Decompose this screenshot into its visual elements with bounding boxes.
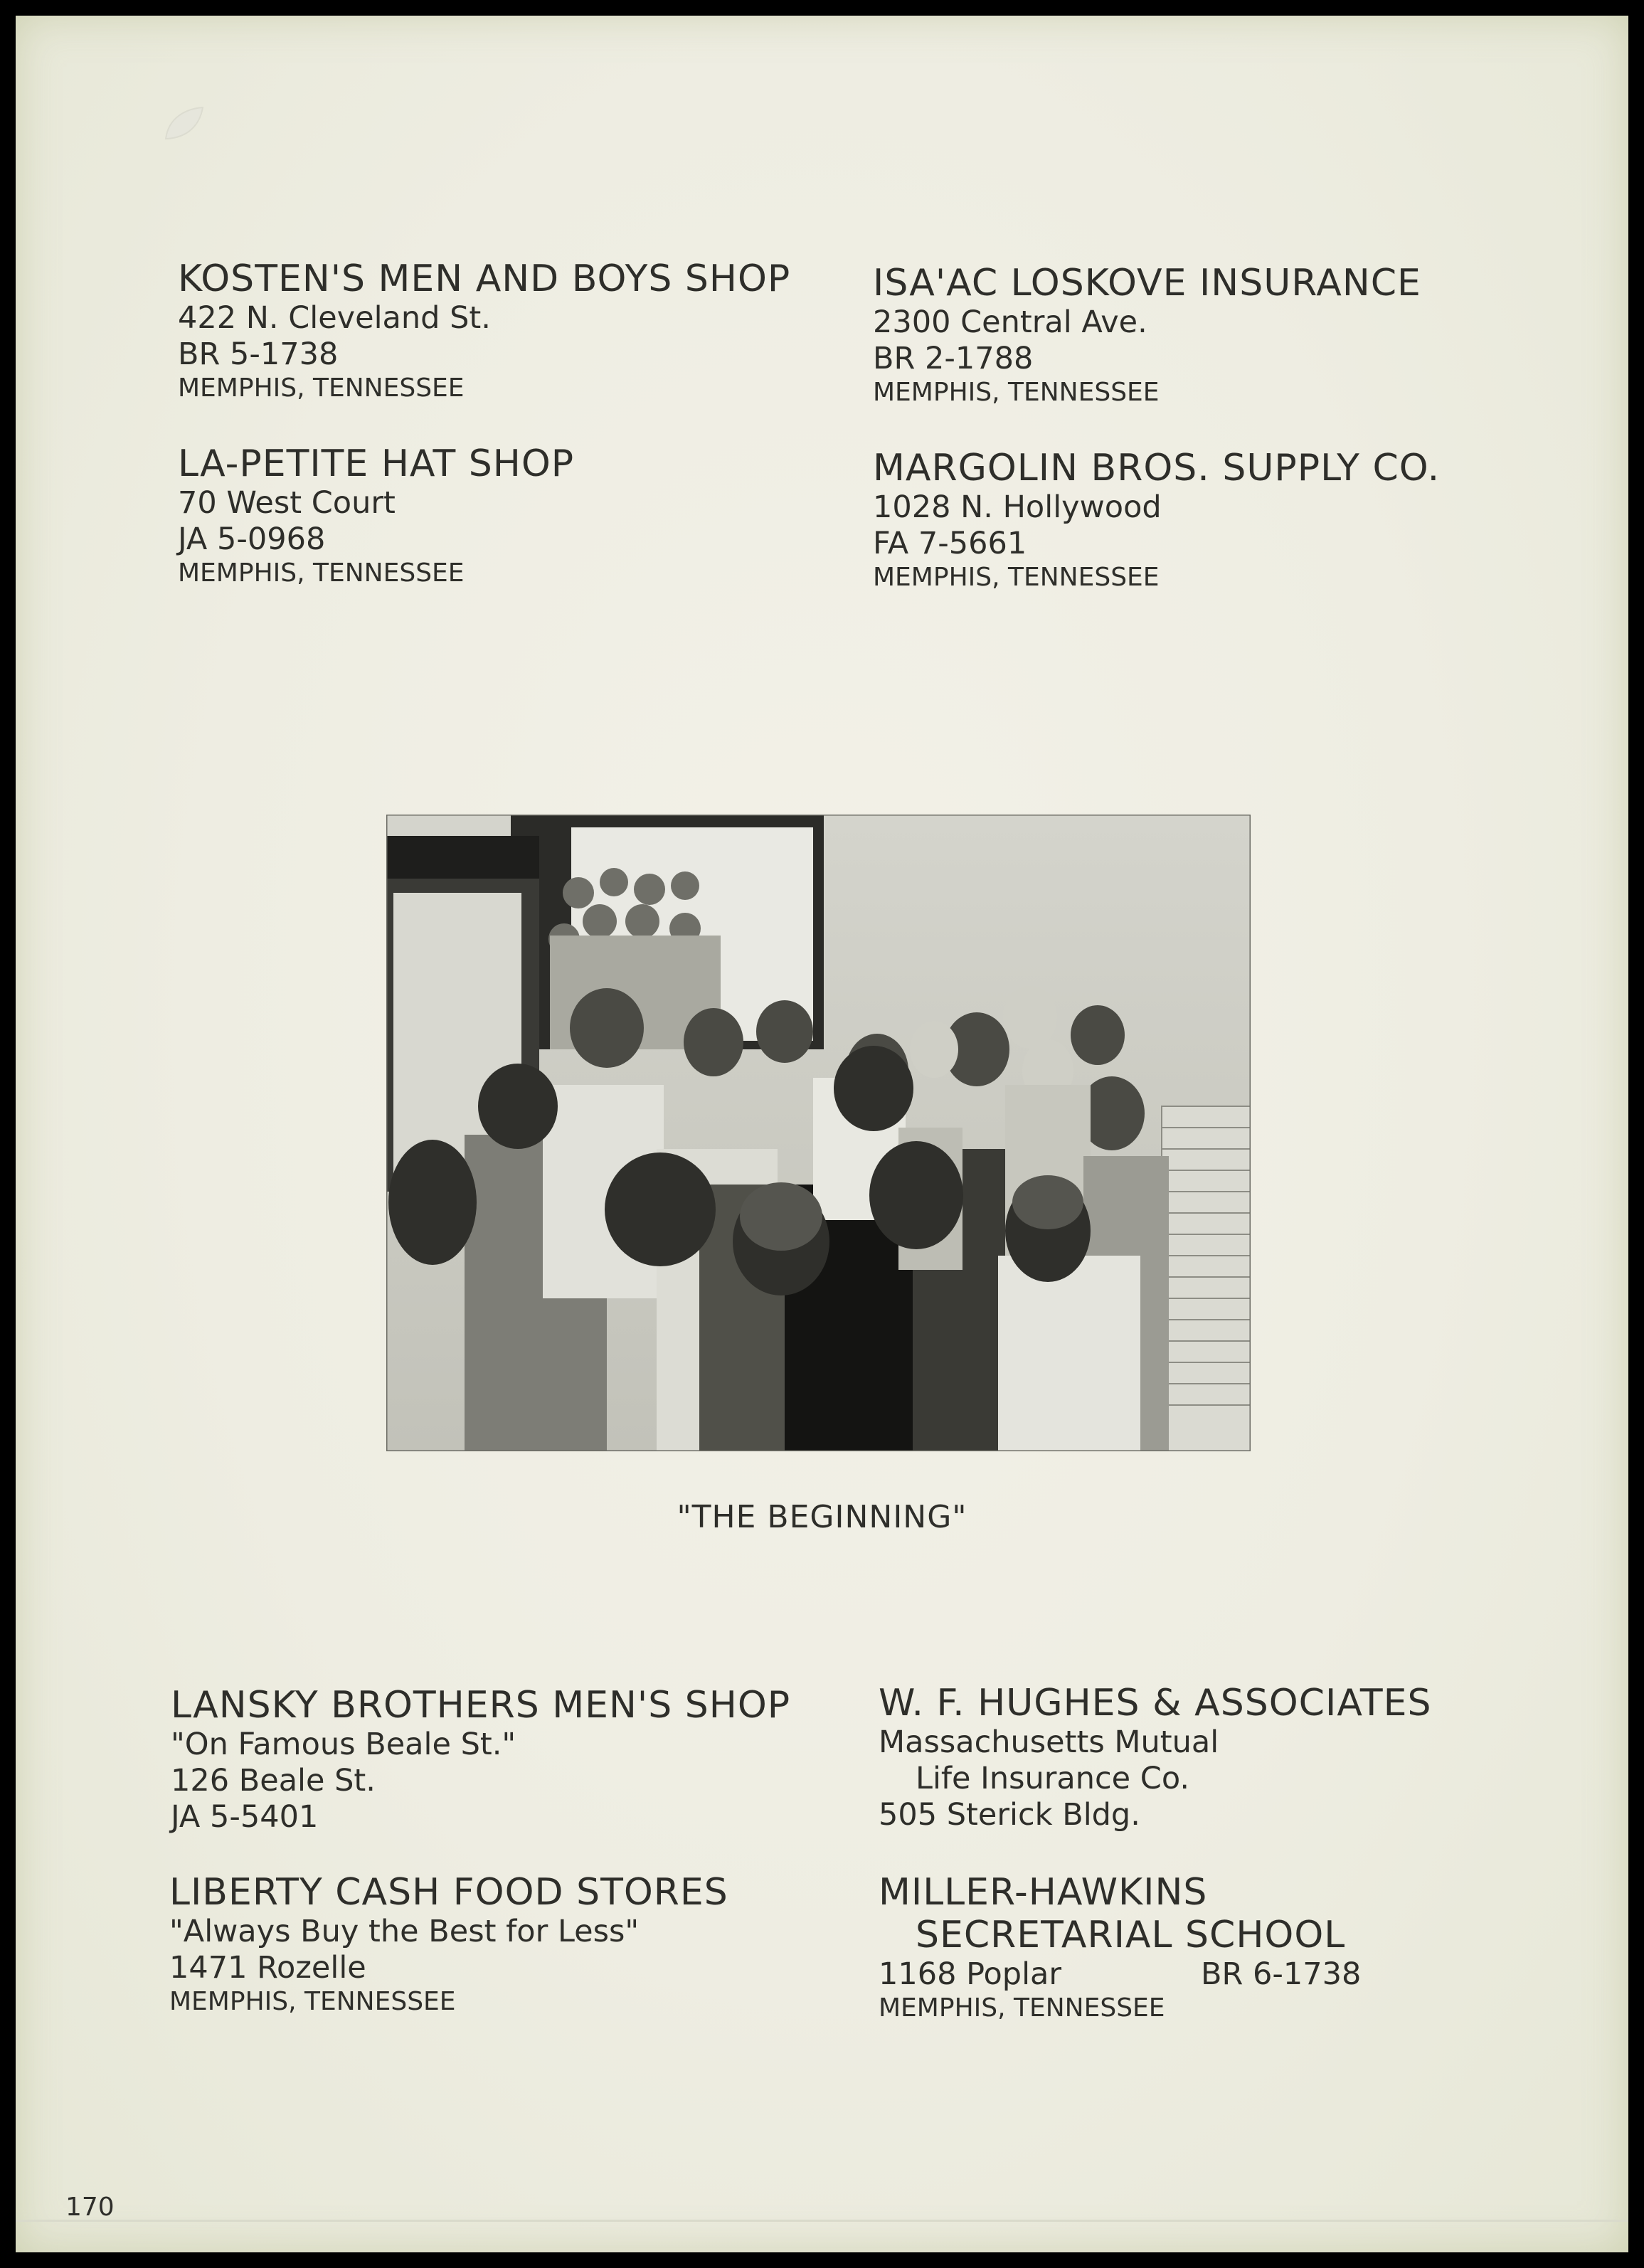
ad-hughes-name: W. F. HUGHES & ASSOCIATES	[879, 1682, 1432, 1724]
ad-lansky-slogan: "On Famous Beale St."	[171, 1727, 516, 1762]
ad-loskove-address: 2300 Central Ave.	[873, 304, 1147, 340]
ad-liberty-name: LIBERTY CASH FOOD STORES	[169, 1871, 728, 1914]
ad-margolin-name: MARGOLIN BROS. SUPPLY CO.	[873, 447, 1441, 489]
ad-miller-contact	[879, 1956, 1362, 1993]
yearbook-page	[16, 16, 1628, 2252]
ad-lapetite-address: 70 West Court	[178, 485, 396, 521]
ad-margolin-city: MEMPHIS, TENNESSEE	[873, 563, 1160, 592]
page-number: 170	[65, 2193, 115, 2222]
ad-liberty-city: MEMPHIS, TENNESSEE	[169, 1987, 456, 2016]
photo-caption: "THE BEGINNING"	[677, 1499, 967, 1535]
ad-lapetite-name: LA-PETITE HAT SHOP	[178, 443, 575, 485]
ad-kosten-address: 422 N. Cleveland St.	[178, 300, 491, 336]
ad-lansky-phone: JA 5-5401	[171, 1799, 319, 1835]
ad-loskove-city: MEMPHIS, TENNESSEE	[873, 378, 1160, 407]
ad-lansky	[171, 1684, 790, 1835]
crowd-photo-illustration	[386, 815, 1251, 1451]
ad-hughes	[879, 1682, 1431, 1833]
ad-lansky-name: LANSKY BROTHERS MEN'S SHOP	[171, 1684, 791, 1727]
ad-hughes-line2: Life Insurance Co.	[916, 1761, 1190, 1796]
ad-liberty-slogan: "Always Buy the Best for Less"	[169, 1914, 640, 1949]
bottom-divider	[16, 2220, 1628, 2222]
ad-miller-name-line1: MILLER-HAWKINS	[879, 1871, 1208, 1914]
ad-miller-name-line2: SECRETARIAL SCHOOL	[916, 1914, 1346, 1956]
ad-kosten-name: KOSTEN'S MEN AND BOYS SHOP	[178, 258, 791, 300]
ad-miller	[879, 1871, 1362, 2024]
ad-miller-address: 1168 Poplar	[879, 1956, 1062, 1992]
ad-lapetite	[178, 443, 574, 589]
ad-kosten	[178, 258, 790, 404]
crowd-photograph	[386, 815, 1251, 1451]
ad-loskove	[873, 262, 1421, 408]
ad-loskove-phone: BR 2-1788	[873, 341, 1034, 376]
ad-margolin	[873, 447, 1440, 593]
ad-margolin-address: 1028 N. Hollywood	[873, 489, 1162, 525]
ad-lapetite-city: MEMPHIS, TENNESSEE	[178, 558, 465, 588]
ad-lapetite-phone: JA 5-0968	[178, 521, 326, 557]
ad-margolin-phone: FA 7-5661	[873, 526, 1027, 561]
ad-liberty-address: 1471 Rozelle	[169, 1950, 366, 1986]
ad-hughes-line1: Massachusetts Mutual	[879, 1724, 1219, 1760]
ad-miller-phone: BR 6-1738	[1201, 1956, 1362, 1992]
leaf-watermark-icon	[161, 105, 206, 143]
ad-miller-city: MEMPHIS, TENNESSEE	[879, 1993, 1165, 2023]
ad-liberty	[169, 1871, 728, 2018]
ad-lansky-address: 126 Beale St.	[171, 1763, 376, 1798]
ad-kosten-phone: BR 5-1738	[178, 337, 339, 372]
ad-loskove-name: ISA'AC LOSKOVE INSURANCE	[873, 262, 1421, 304]
ad-kosten-city: MEMPHIS, TENNESSEE	[178, 373, 465, 403]
ad-hughes-address: 505 Sterick Bldg.	[879, 1797, 1140, 1833]
